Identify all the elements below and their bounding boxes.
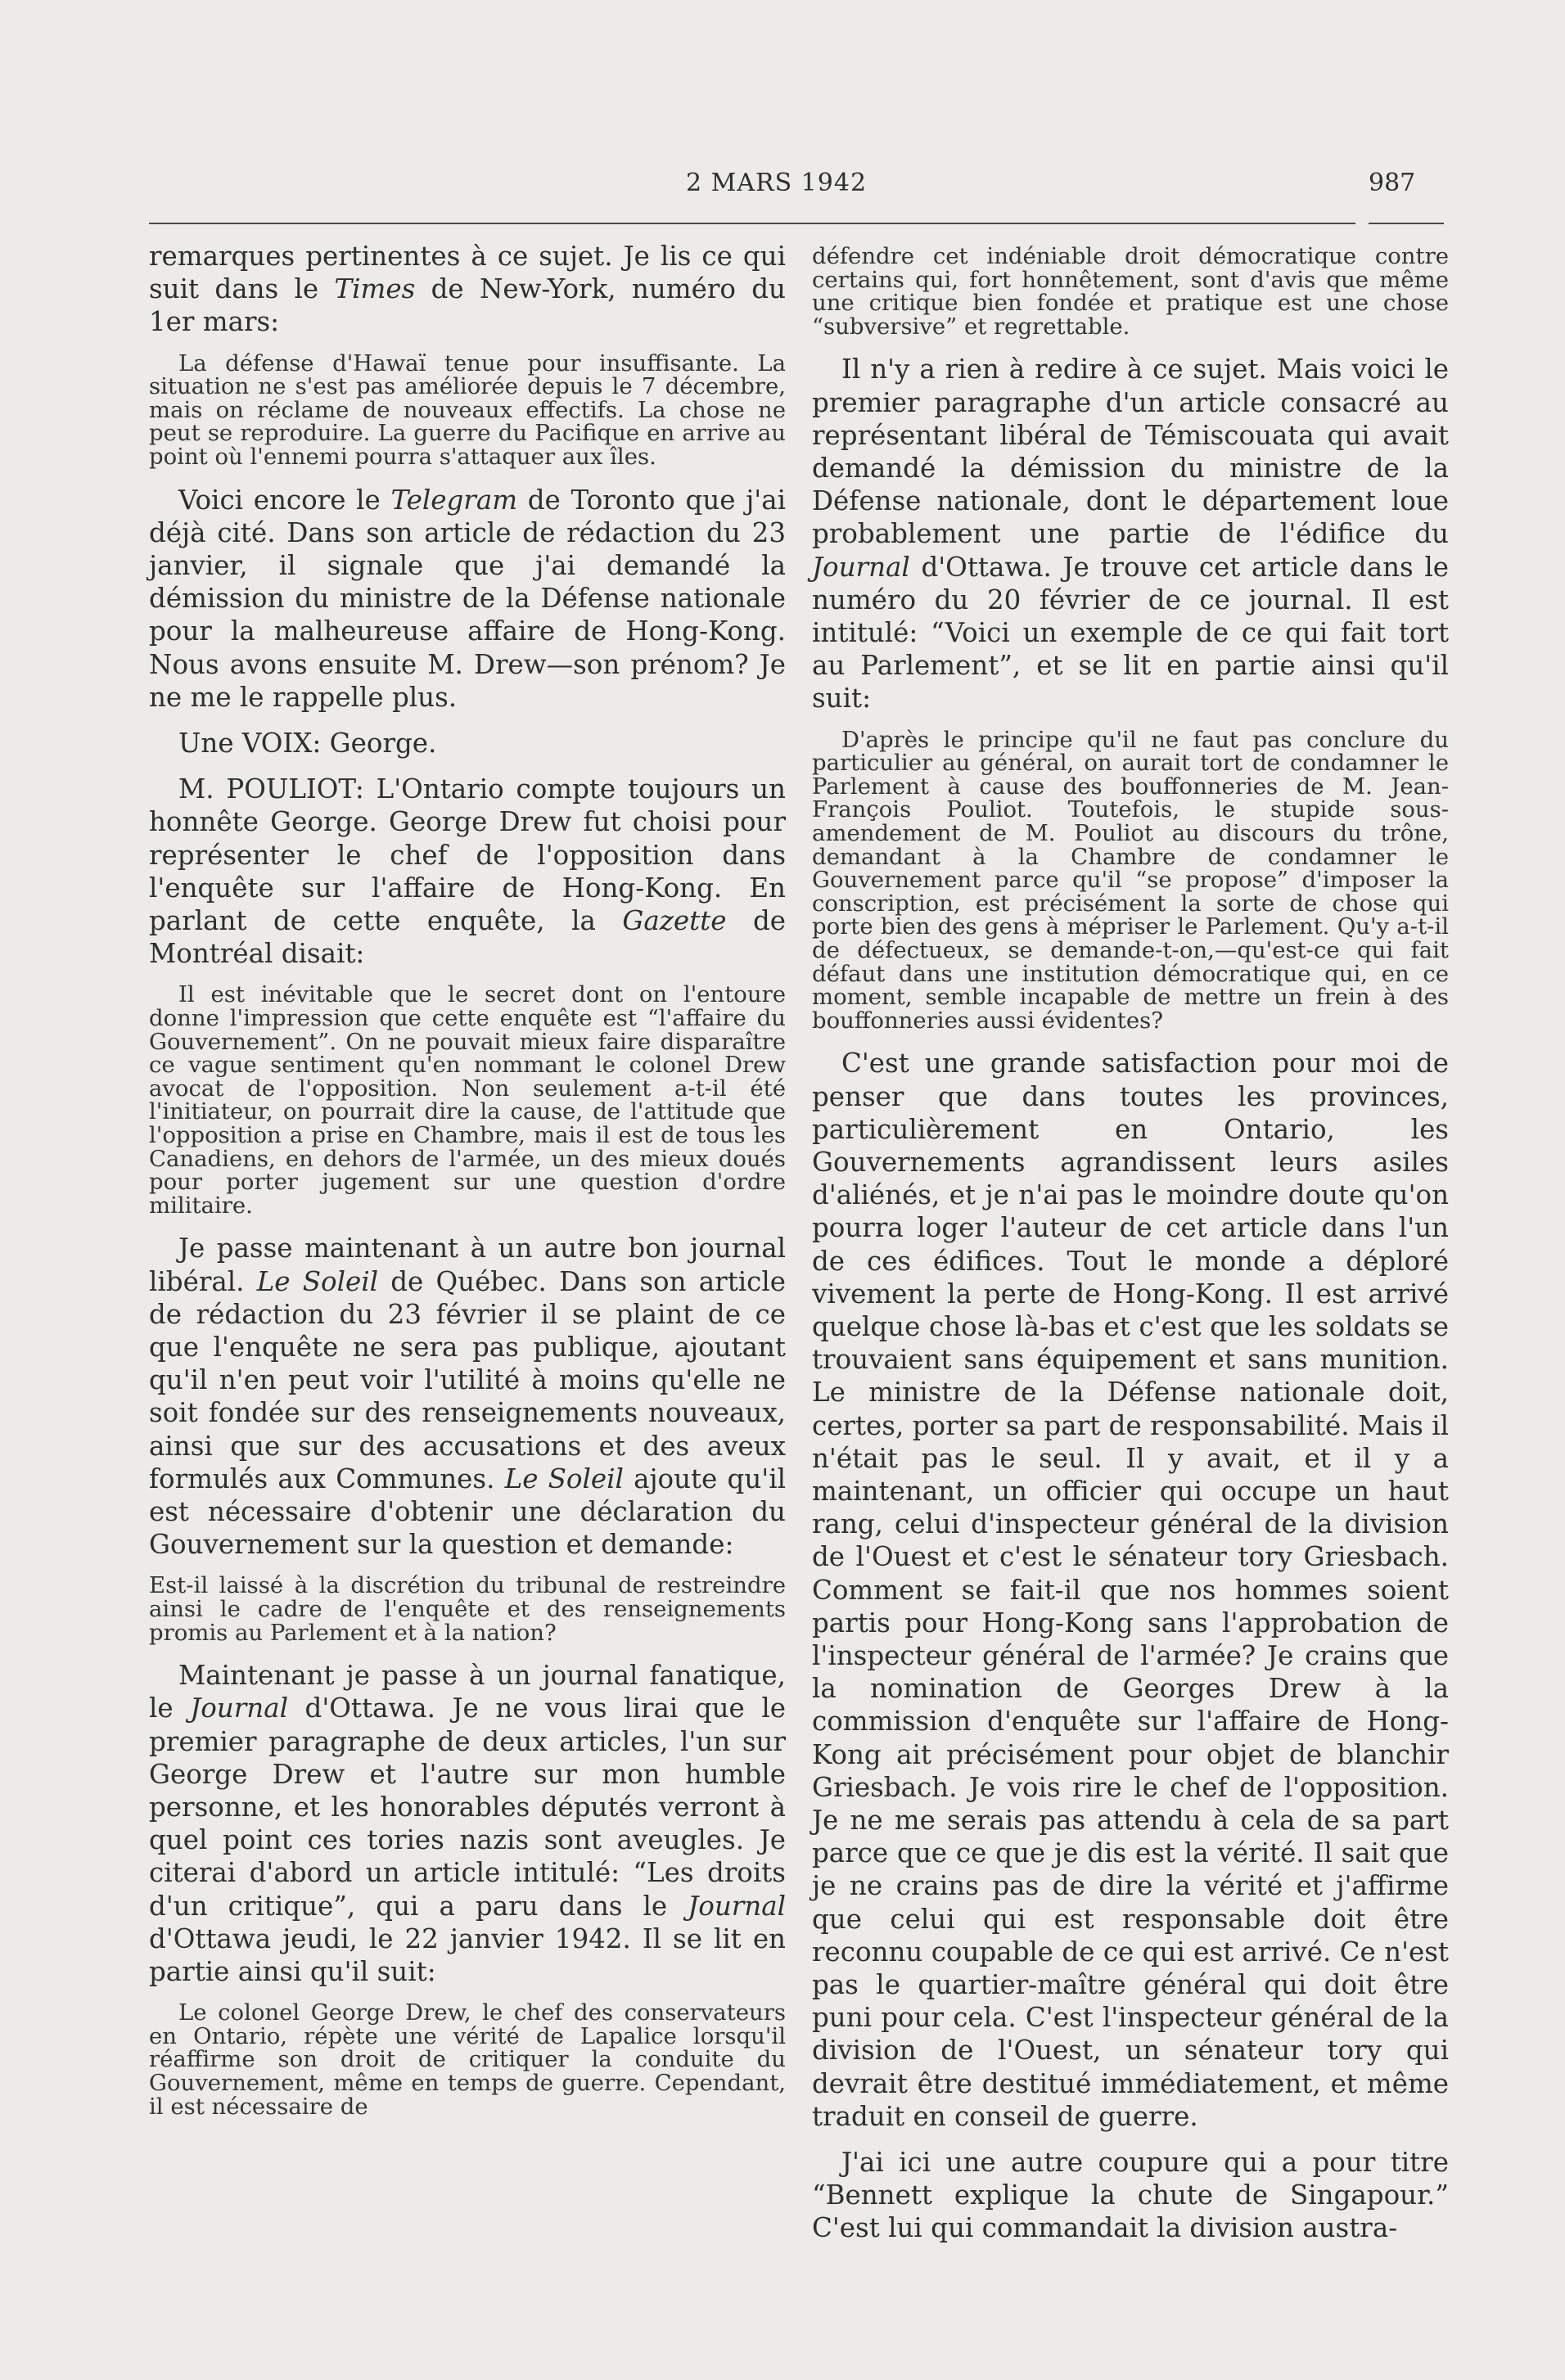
text-run: Il est inévitable que le secret dont on l'entoure donne l'impression que cette enquête est “l'affaire du Gouvernement”. On ne pouvait mieux faire disparaître ce vague sentiment qu'en nommant le colonel Drew avocat de l'opposition. Non seulement a-t-il été l'initiateur, on pourrait dire la cause, de l'attitude que l'opposition a prise en Chambre, mais il est de tous les Canadiens, en dehors de l'armée, un des mieux doués pour porter jugement sur une question d'ordre militaire. — [149, 981, 786, 1219]
italic-title: Journal — [190, 1693, 288, 1724]
text-run: Il n'y a rien à redire à ce sujet. Mais voici le premier paragraphe d'un article consacré au représentant libéral de Témiscouata qui avait demandé la démission du ministre de la Défense nationale, dont le département loue probablement une partie de l'édifice du — [812, 354, 1449, 550]
italic-title: Le Soleil — [504, 1463, 624, 1494]
text-run: Maintenant je passe à un journal fanatique, le — [149, 1660, 786, 1724]
italic-title: Telegram — [390, 484, 518, 516]
page-header — [0, 169, 1565, 210]
italic-title: Le Soleil — [256, 1265, 378, 1297]
text-run: de New-York, numéro du 1er mars: — [149, 273, 786, 338]
paragraph — [812, 2146, 1449, 2245]
block-quote — [149, 349, 786, 470]
text-run: Je passe maintenant à un autre bon journal libéral. — [149, 1233, 786, 1297]
text-run: de Québec. Dans son article de rédaction du 23 février il se plaint de ce que l'enquête ne sera pas publique, ajoutant qu'il n'en peut voir l'utilité à moins qu'elle ne soit fondée sur des renseignements nouveaux, ainsi que sur des accusations et des aveux formulés aux Communes. — [149, 1265, 786, 1494]
paragraph — [149, 773, 786, 970]
text-run: J'ai ici une autre coupure qui a pour titre “Bennett explique la chute de Singapour.” C'est lui qui commandait la division austra- — [812, 2147, 1449, 2244]
block-quote — [149, 2001, 786, 2118]
paragraph — [149, 727, 786, 760]
text-run: M. POULIOT: L'Ontario compte toujours un honnête George. George Drew fut choisi pour représenter le chef de l'opposition dans l'enquête sur l'affaire de Hong-Kong. En parlant de cette enquête, la — [149, 773, 786, 937]
block-quote — [812, 728, 1449, 1033]
paragraph — [812, 1047, 1449, 2133]
header-rule — [149, 223, 1355, 224]
text-run: remarques pertinentes à ce sujet. Je lis ce qui suit dans le — [149, 241, 786, 305]
text-run: La défense d'Hawaï tenue pour insuffisante. La situation ne s'est pas améliorée depuis le 7 décembre, mais on réclame de nouveaux effectifs. La chose ne peut se reproduire. La guerre du Pacifique en arrive au point où l'ennemi pourra s'attaquer aux îles. — [149, 349, 786, 470]
italic-title: Gazette — [622, 905, 727, 937]
paragraph — [149, 1659, 786, 1988]
text-run: de Toronto que j'ai déjà cité. Dans son article de rédaction du 23 janvier, il signale que j'ai demandé la démission du ministre de la Défense nationale pour la malheureuse affaire de Hong-Kong. Nous avons ensuite M. Drew—son prénom? Je ne me le rappelle plus. — [149, 484, 786, 713]
italic-title: Journal — [688, 1890, 786, 1922]
text-run: Est-il laissé à la discrétion du tribunal de restreindre ainsi le cadre de l'enquête et des renseignements promis au Parlement et à la nation? — [149, 1572, 786, 1646]
text-run: ajoute qu'il est nécessaire d'obtenir une déclaration du Gouvernement sur la question et demande: — [149, 1463, 786, 1561]
text-run: Le colonel George Drew, le chef des conservateurs en Ontario, répète une vérité de Lapalice lorsqu'il réaffirme son droit de critiquer la conduite du Gouvernement, même en temps de guerre. Cependant, il est nécessaire de — [149, 1999, 786, 2120]
italic-title: Times — [334, 273, 416, 305]
paragraph — [149, 240, 786, 339]
text-run: Une VOIX: George. — [178, 728, 437, 759]
header-date: 2 MARS 1942 — [686, 169, 868, 197]
block-quote — [812, 245, 1449, 338]
paragraph — [812, 353, 1449, 714]
left-column — [149, 240, 786, 2133]
text-run: Voici encore le — [178, 484, 391, 516]
text-run: C'est une grande satisfaction pour moi de penser que dans toutes les provinces, particulièrement en Ontario, les Gouvernements agrandissent leurs asiles d'aliénés, et je n'ai pas le moindre doute qu'on pourra loger l'auteur de cet article dans l'un de ces édifices. Tout le monde a déploré vivement la perte de Hong-Kong. Il est arrivé quelque chose là-bas et c'est que les soldats se trouvaient sans équipement et sans munition. Le ministre de la Défense nationale doit, certes, porter sa part de responsabilité. Mais il n'était pas le seul. Il y avait, et il y a maintenant, un officier qui occupe un haut rang, celui d'inspecteur général de la division de l'Ouest et c'est le sénateur tory Griesbach. Comment se fait-il que nos hommes soient partis pour Hong-Kong sans l'approbation de l'inspecteur général de l'armée? Je crains que la nomination de Georges Drew à la commission d'enquête sur l'affaire de Hong-Kong ait précisément pour objet de blanchir Griesbach. Je vois rire le chef de l'opposition. Je ne me serais pas attendu à cela de sa part parce que ce que je dis est la vérité. Il sait que je ne crains pas de dire la vérité et j'affirme que celui qui est responsable doit être reconnu coupable de ce qui est arrivé. Ce n'est pas le quartier-maître général qui doit être puni pour cela. C'est l'inspecteur général de la division de l'Ouest, un sénateur tory qui devrait être destitué immédiatement, et même traduit en conseil de guerre. — [812, 1048, 1449, 2132]
block-quote — [149, 1574, 786, 1644]
italic-title: Journal — [812, 551, 910, 583]
text-run: d'Ottawa jeudi, le 22 janvier 1942. Il se lit en partie ainsi qu'il suit: — [149, 1922, 786, 1987]
text-run: défendre cet indéniable droit démocratique contre certains qui, fort honnêtement, sont d'avis que même une critique bien fondée et pratique est une chose “subversive” et regrettable. — [812, 243, 1449, 340]
block-quote — [149, 983, 786, 1217]
text-run: d'Ottawa. Je trouve cet article dans le numéro du 20 février de ce journal. Il est intitulé: “Voici un exemple de ce qui fait tort au Parlement”, et se lit en partie ainsi qu'il suit: — [812, 551, 1449, 714]
text-run: de Montréal disait: — [149, 905, 786, 970]
header-rule-page — [1369, 223, 1444, 224]
text-run: D'après le principe qu'il ne faut pas conclure du particulier au général, on aurait tort de condamner le Parlement à cause des bouffonneries de M. Jean-François Pouliot. Toutefois, le stupide sous-amendement de M. Pouliot au discours du trône, demandant à la Chambre de condamner le Gouvernement parce qu'il “se propose” d'imposer la conscription, est précisément la sorte de chose qui porte bien des gens à mépriser le Parlement. Qu'y a-t-il de défectueux, se demande-t-on,—qu'est-ce qui fait défaut dans une institution démocratique qui, en ce moment, semble incapable de mettre un frein à des bouffonneries aussi évidentes? — [812, 726, 1449, 1034]
page-number: 987 — [1369, 169, 1416, 197]
text-run: d'Ottawa. Je ne vous lirai que le premier paragraphe de deux articles, l'un sur George Drew et l'autre sur mon humble personne, et les honorables députés verront à quel point ces tories nazis sont aveugles. Je citerai d'abord un article intitulé: “Les droits d'un critique”, qui a paru dans le — [149, 1693, 786, 1922]
paragraph — [149, 484, 786, 714]
paragraph — [149, 1232, 786, 1561]
right-column — [812, 240, 1449, 2258]
